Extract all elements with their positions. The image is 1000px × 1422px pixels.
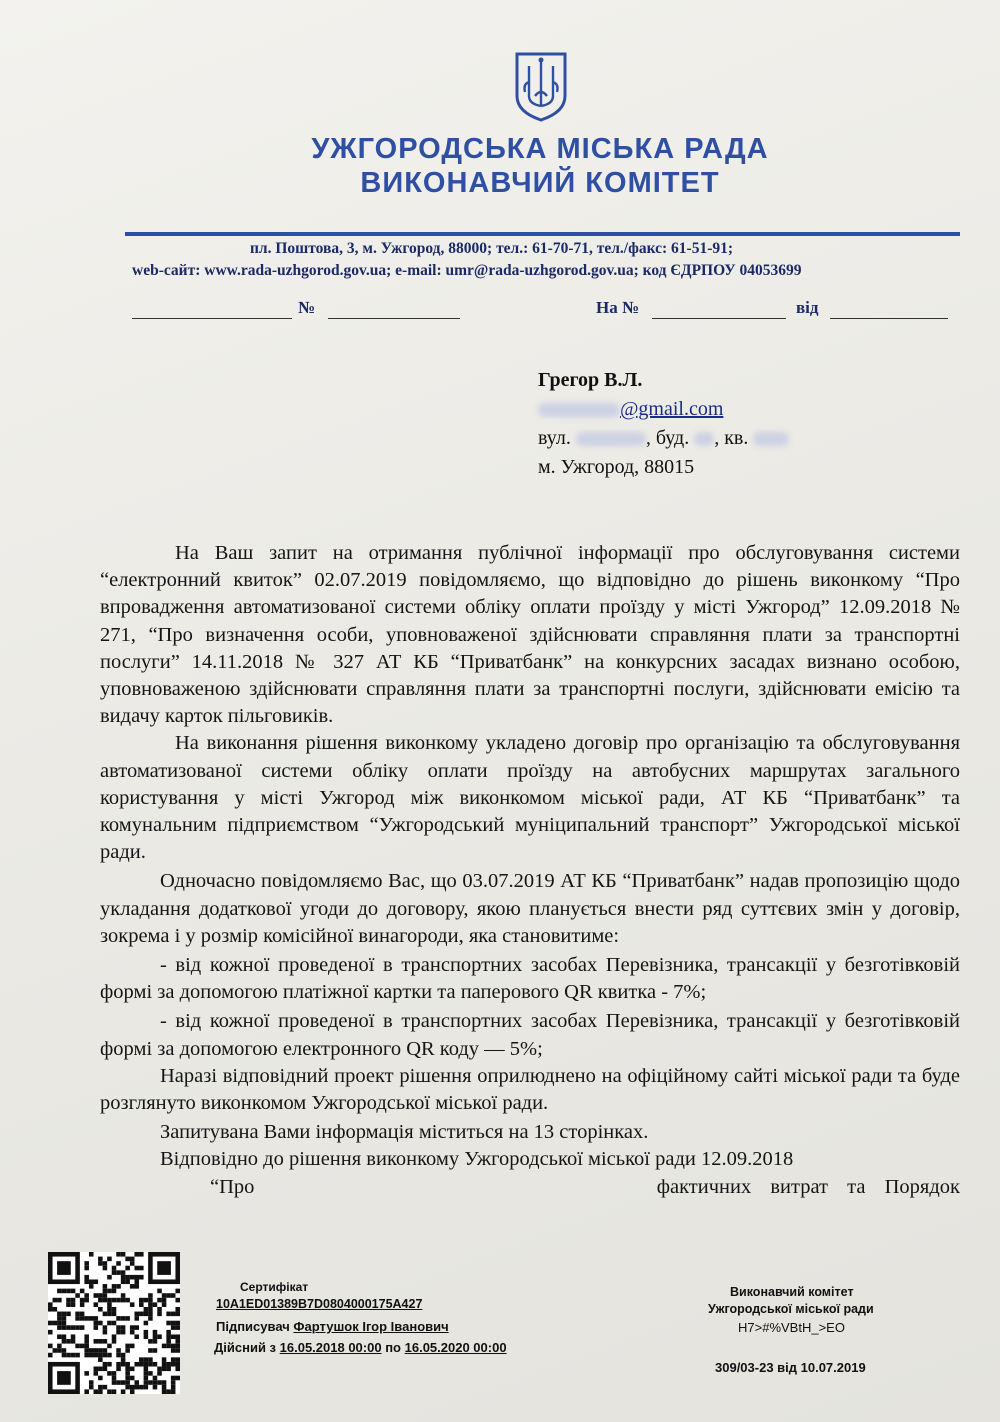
reply-date-blank	[830, 318, 948, 319]
body-paragraph: Наразі відповідний проект рішення оприлюднено на офіційному сайті міської ради та буде розглянуто виконкомом Ужгородської міської ради.	[100, 1064, 960, 1115]
redacted-mark	[538, 403, 620, 417]
certificate-label: Сертифікат	[240, 1280, 309, 1294]
reply-number-blank	[652, 318, 786, 319]
redacted-mark	[576, 432, 646, 446]
recipient-street-line: вул. , буд. , кв.	[538, 424, 789, 453]
from-label: від	[796, 298, 819, 317]
validity-line: Дійсний з 16.05.2018 00:00 по 16.05.2020 00:00	[214, 1340, 507, 1355]
council-name: УЖГОРОДСЬКА МІСЬКА РАДА	[311, 133, 769, 165]
trident-emblem-icon	[513, 52, 569, 122]
body-paragraph: На Ваш запит на отримання публічної інформації про обслуговування системи “електронний квиток” 02.07.2019 повідомляємо, що відповідно до рішень виконкому “Про впровадження автоматизованої системи обліку оплати проїзду у місті Ужгород” 12.09.2018 № 271, “Про визначення особи, уповноваженої здійснювати справляння плати за транспортні послуги” 14.11.2018 № 327 АТ КБ “Приватбанк” на конкурсних засадах визнано особою, уповноваженою здійснювати справляння плати за транспортні послуги, здійснювати емісію та видачу карток пільговиків.	[100, 542, 960, 728]
recipient-email-line	[538, 395, 789, 424]
digital-signature-block	[212, 1280, 992, 1420]
list-item: - від кожної проведеної в транспортних засобах Перевізника, трансакції у безготівковій формі за допомогою електронного QR коду — 5%;	[100, 1010, 960, 1060]
council-contacts: web-сайт: www.rada-uzhgorod.gov.ua; e-mail: umr@rada-uzhgorod.gov.ua; код ЄДРПОУ 04053699	[132, 262, 802, 279]
list-item: - від кожної проведеної в транспортних засобах Перевізника, трансакції у безготівковій формі за допомогою платіжної картки та паперового QR квитка - 7%;	[100, 954, 960, 1004]
qr-code-icon	[48, 1252, 180, 1394]
council-address: пл. Поштова, 3, м. Ужгород, 88000; тел.: 61-70-71, тел./факс: 61-51-91;	[250, 240, 734, 257]
body-paragraph: Одночасно повідомляємо Вас, що 03.07.2019 АТ КБ “Приватбанк” надав пропозицію щодо укладання додаткової угоди до договору, якою планується внести ряд суттєвих змін у договір, зокрема і у розмір комісійної винагороди, яка становитиме:	[100, 870, 960, 947]
header-rule	[125, 232, 960, 236]
signer-line: Підписувач Фартушок Ігор Іванович	[216, 1319, 449, 1334]
recipient-email: @gmail.com	[620, 398, 724, 420]
body-paragraph: На виконання рішення виконкому укладено договір про організацію та обслуговування автоматизованої системи обліку оплати проїзду на автобусних маршрутах загального користування у місті Ужгород між виконкомом міської ради, АТ КБ “Приватбанк” та комунальним підприємством “Ужгородський муніципальний транспорт” Ужгородської міської ради.	[100, 732, 960, 864]
executive-committee-title: ВИКОНАВЧИЙ КОМІТЕТ	[360, 167, 720, 199]
outgoing-number-blank	[132, 318, 292, 319]
body-paragraph: Запитувана Вами інформація міститься на 13 сторінках.	[160, 1121, 649, 1144]
number-label: №	[298, 298, 316, 317]
reply-to-label: На №	[596, 298, 640, 317]
certificate-id: 10A1ED01389B7D0804000175A427	[216, 1297, 423, 1311]
recipient-city: м. Ужгород, 88015	[538, 456, 695, 478]
redacted-mark	[753, 432, 789, 446]
stamp-title: Виконавчий комітет	[730, 1285, 854, 1299]
recipient-block	[538, 366, 789, 482]
recipient-name: Грегор В.Л.	[538, 369, 643, 391]
body-paragraph: Відповідно до рішення виконкому Ужгородської міської ради 12.09.2018	[160, 1148, 794, 1171]
registration-number: 309/03-23 від 10.07.2019	[715, 1360, 866, 1375]
body-paragraph-truncated: “Про фактичних витрат та Порядок	[210, 1175, 960, 1198]
stamp-organization: Ужгородської міської ради	[708, 1302, 874, 1316]
letter-body	[100, 540, 960, 1201]
outgoing-date-blank	[328, 318, 460, 319]
redacted-mark	[694, 432, 714, 446]
stamp-code: H7>#%VBtH_>EO	[738, 1320, 845, 1335]
signer-name: Фартушок Ігор Іванович	[293, 1319, 449, 1334]
